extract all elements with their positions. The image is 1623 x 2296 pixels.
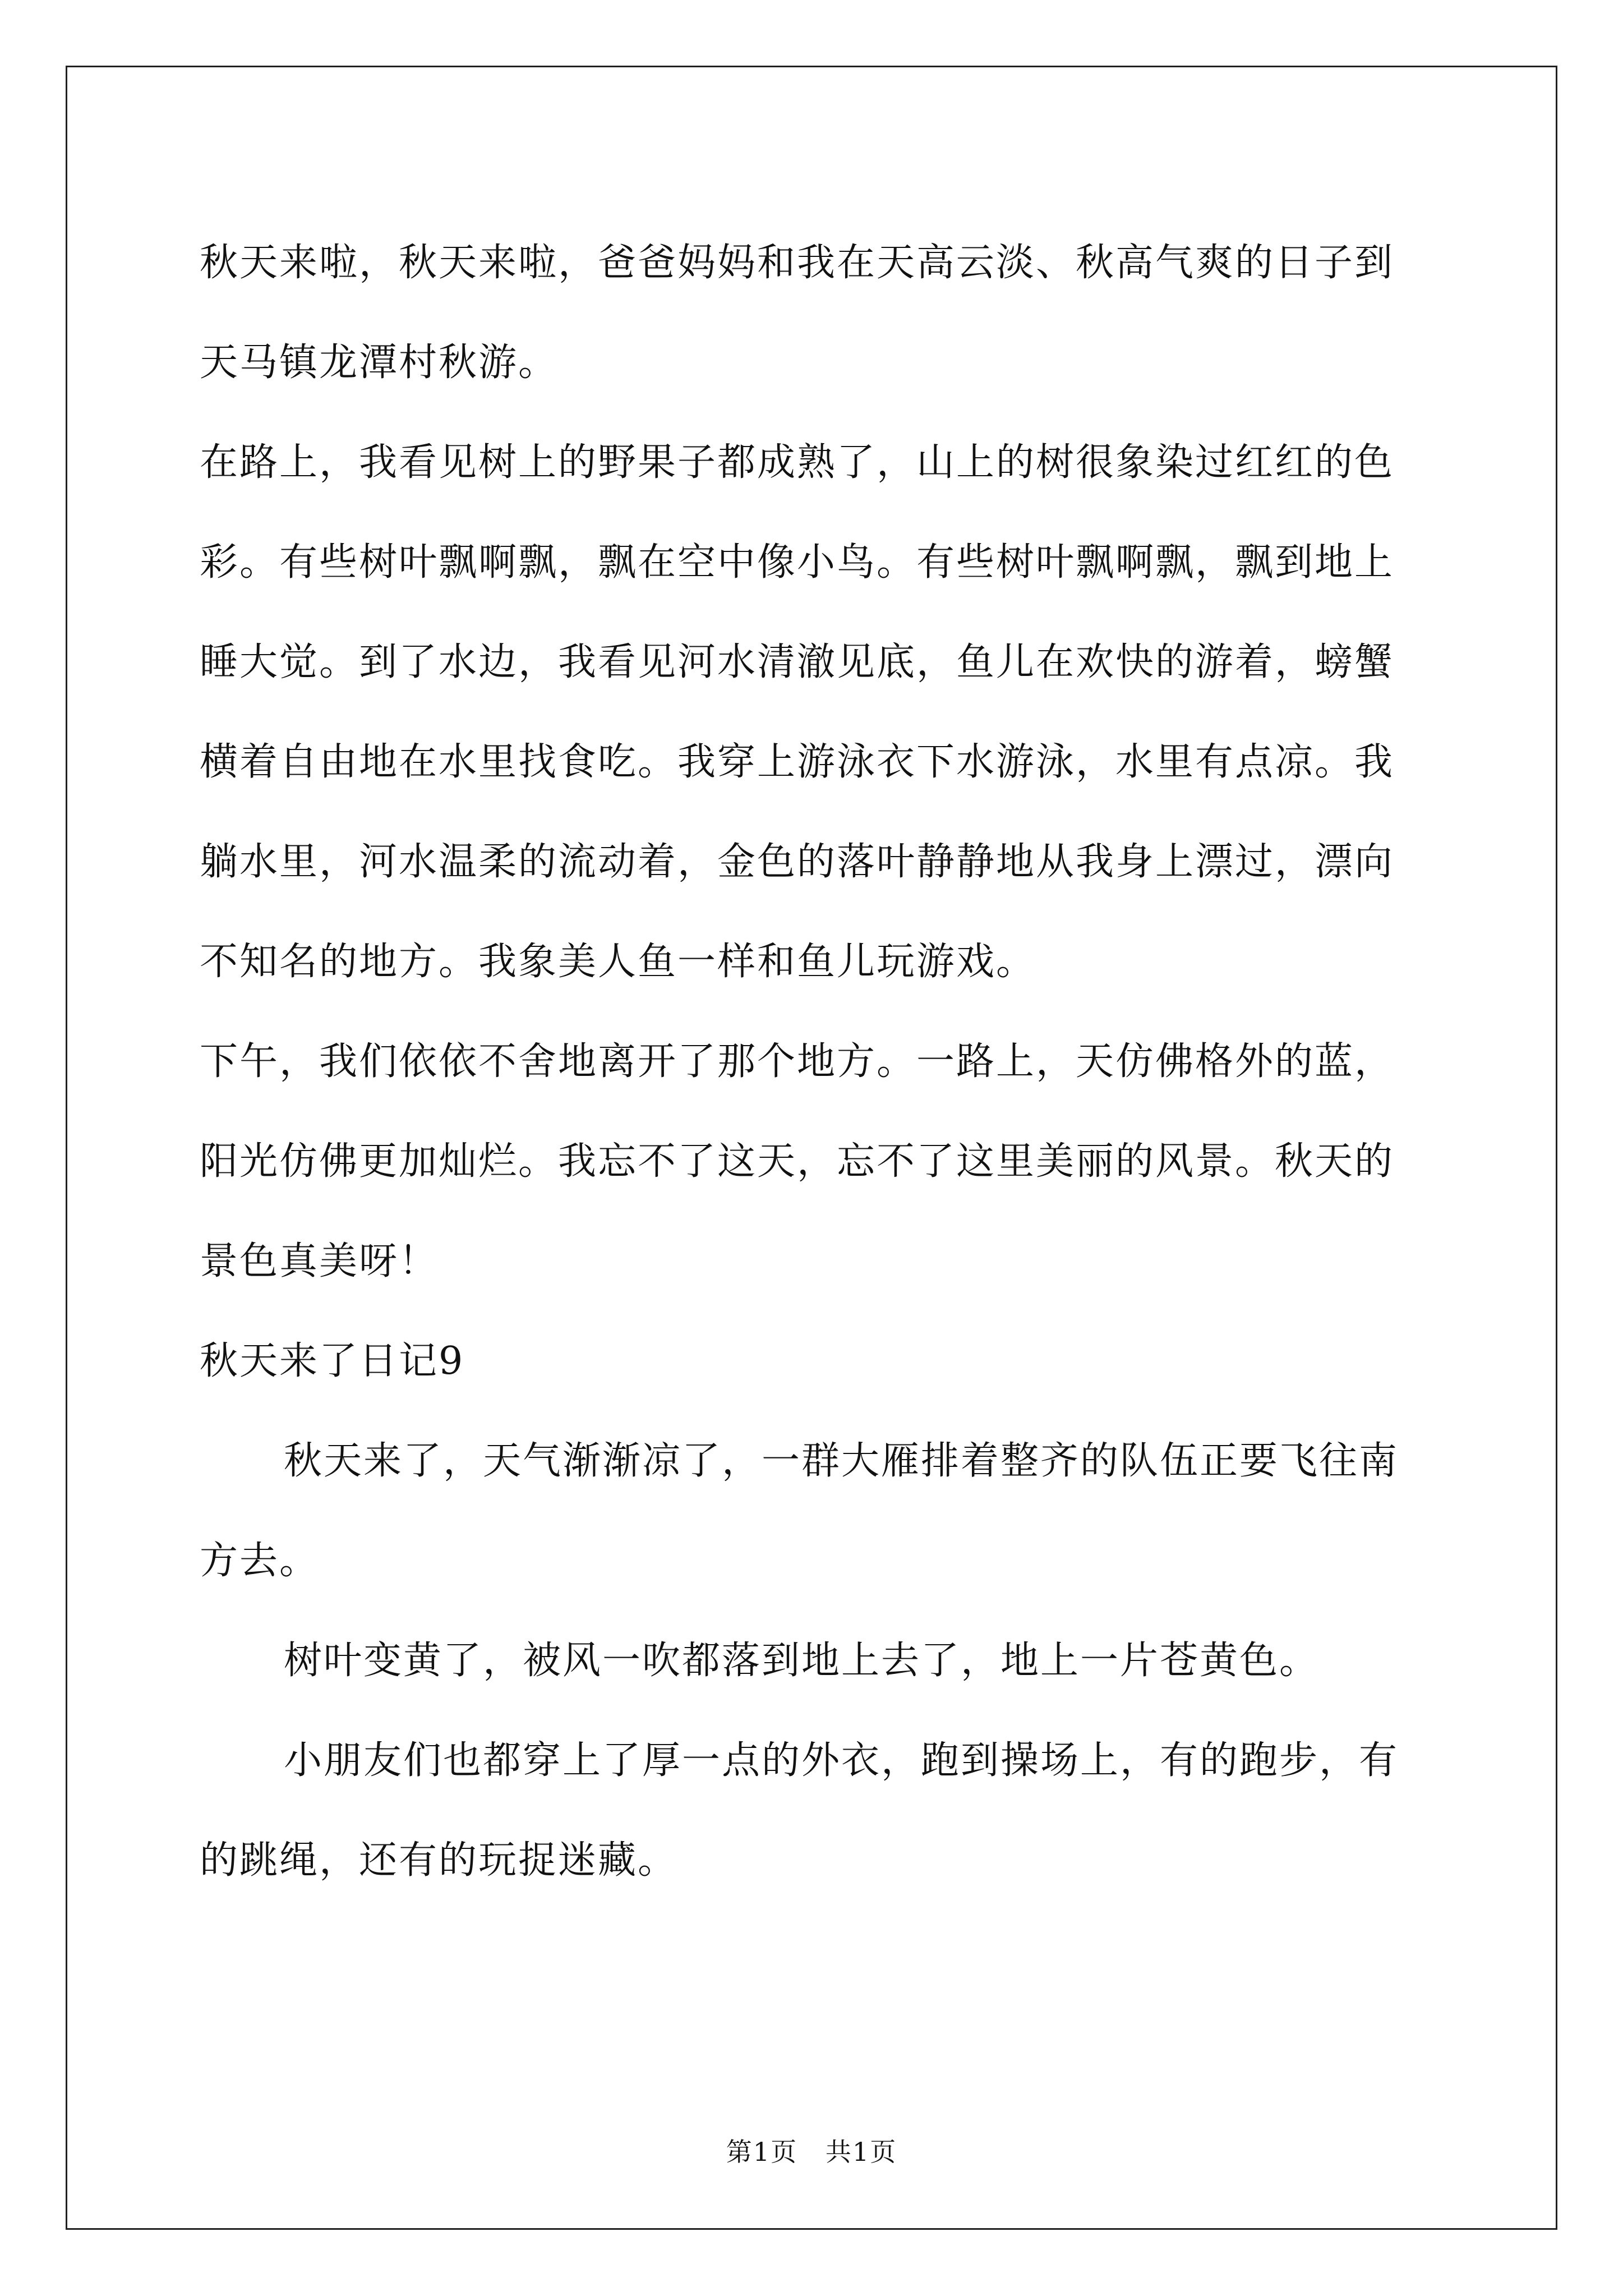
paragraph-3: 下午，我们依依不舍地离开了那个地方。一路上，天仿佛格外的蓝，阳光仿佛更加灿烂。我忘不了这天，忘不了这里美丽的风景。秋天的景色真美呀！: [200, 1039, 1395, 1283]
paragraph-4: 秋天来了，天气渐渐凉了，一群大雁排着整齐的队伍正要飞往南方去。: [200, 1439, 1399, 1583]
section-heading: 秋天来了日记9: [200, 1339, 465, 1383]
paragraph-5: 树叶变黄了，被风一吹都落到地上去了，地上一片苍黄色。: [284, 1639, 1320, 1683]
page-footer: 第1页 共1页: [726, 2137, 897, 2167]
document-body: [200, 213, 1428, 1911]
paragraph-2: 在路上，我看见树上的野果子都成熟了，山上的树很象染过红红的色彩。有些树叶飘啊飘，飘在空中像小鸟。有些树叶飘啊飘，飘到地上睡大觉。到了水边，我看见河水清澈见底，鱼儿在欢快的游着，螃蟹横着自由地在水里找食吃。我穿上游泳衣下水游泳，水里有点凉。我躺水里，河水温柔的流动着，金色的落叶静静地从我身上漂过，漂向不知名的地方。我象美人鱼一样和鱼儿玩游戏。: [200, 440, 1395, 984]
paragraph-6: 小朋友们也都穿上了厚一点的外衣，跑到操场上，有的跑步，有的跳绳，还有的玩捉迷藏。: [200, 1738, 1399, 1883]
paragraph-1: 秋天来啦，秋天来啦，爸爸妈妈和我在天高云淡、秋高气爽的日子到天马镇龙潭村秋游。: [200, 241, 1395, 385]
